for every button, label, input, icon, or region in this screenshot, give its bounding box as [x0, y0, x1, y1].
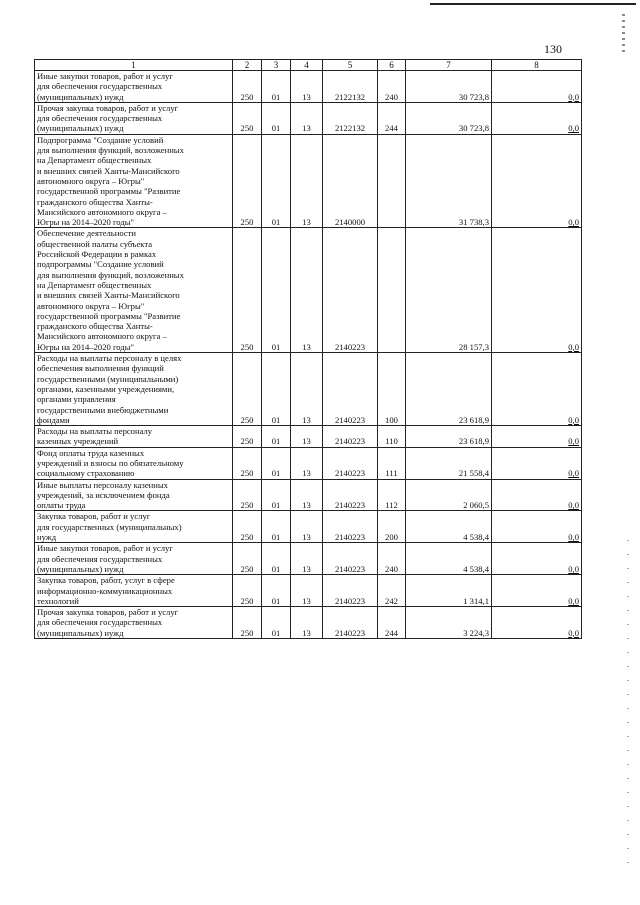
- section-code-cell: 01: [262, 426, 291, 448]
- row-name-line: для обеспечения государственных: [37, 617, 163, 628]
- row-name-line: Иные закупки товаров, работ и услуг: [37, 71, 173, 81]
- row-name-line: для выполнения функций, возложенных: [37, 269, 184, 280]
- table-row: [35, 575, 582, 607]
- column-header: 3: [262, 60, 291, 71]
- section-code-cell: 01: [262, 102, 291, 134]
- row-name-line: автономного округа – Югры": [37, 300, 145, 311]
- subsection-code-cell: 13: [291, 102, 323, 134]
- expense-type-cell: 110: [378, 426, 406, 448]
- row-name-line: государственными внебюджетными: [37, 404, 169, 415]
- subsection-code-cell: 13: [291, 447, 323, 479]
- expense-type-cell: [378, 134, 406, 228]
- amount-cell: 1 314,1: [406, 575, 492, 607]
- row-name-cell: [35, 447, 233, 479]
- column-header: 8: [492, 60, 582, 71]
- column-header: 5: [323, 60, 378, 71]
- scan-edge-specks: [627, 540, 629, 870]
- row-name-line: обеспечения выполнения функций: [37, 363, 164, 374]
- row-name-cell: [35, 575, 233, 607]
- expense-type-cell: 100: [378, 353, 406, 426]
- column-header: 2: [233, 60, 262, 71]
- row-name-line: гражданского общества Ханты-: [37, 196, 153, 207]
- table-body: [35, 71, 582, 639]
- row-name-line: органами управления: [37, 394, 116, 405]
- amount-change-cell: 0,0: [492, 134, 582, 228]
- amount-change-cell: 0,0: [492, 426, 582, 448]
- row-name-line: учреждений, за исключением фонда: [37, 489, 170, 500]
- row-name-cell: [35, 102, 233, 134]
- row-name-line: органами, казенными учреждениями,: [37, 383, 175, 394]
- row-name-line: Югры на 2014–2020 годы": [37, 217, 134, 228]
- section-code-cell: 01: [262, 228, 291, 353]
- row-name-line: и внешних связей Ханты-Мансийского: [37, 290, 180, 301]
- amount-cell: 30 723,8: [406, 102, 492, 134]
- row-name-line: (муниципальных) нужд: [37, 627, 124, 638]
- row-name-line: для обеспечения государственных: [37, 553, 163, 564]
- subsection-code-cell: 13: [291, 543, 323, 575]
- row-name-line: Иные выплаты персоналу казенных: [37, 479, 168, 490]
- target-article-cell: 2140223: [323, 228, 378, 353]
- amount-cell: 30 723,8: [406, 71, 492, 103]
- target-article-cell: 2140223: [323, 575, 378, 607]
- section-code-cell: 01: [262, 71, 291, 103]
- amount-change-cell: 0,0: [492, 479, 582, 511]
- row-name-line: для выполнения функций, возложенных: [37, 145, 184, 156]
- amount-change-cell: 0,0: [492, 575, 582, 607]
- amount-change-cell: 0,0: [492, 353, 582, 426]
- target-article-cell: 2122132: [323, 102, 378, 134]
- expense-type-cell: 244: [378, 102, 406, 134]
- budget-code-cell: 250: [233, 102, 262, 134]
- amount-change-cell: 0,0: [492, 543, 582, 575]
- budget-code-cell: 250: [233, 479, 262, 511]
- amount-cell: 2 060,5: [406, 479, 492, 511]
- subsection-code-cell: 13: [291, 134, 323, 228]
- amount-cell: 21 558,4: [406, 447, 492, 479]
- scan-border-line: [430, 3, 636, 5]
- subsection-code-cell: 13: [291, 71, 323, 103]
- budget-code-cell: 250: [233, 426, 262, 448]
- amount-change-cell: 0,0: [492, 607, 582, 639]
- row-name-line: гражданского общества Ханты-: [37, 321, 153, 332]
- subsection-code-cell: 13: [291, 511, 323, 543]
- row-name-line: Подпрограмма "Создание условий: [37, 134, 164, 145]
- budget-code-cell: 250: [233, 607, 262, 639]
- amount-cell: 31 738,3: [406, 134, 492, 228]
- row-name-line: Закупка товаров, работ, услуг в сфере: [37, 575, 175, 586]
- row-name-line: (муниципальных) нужд: [37, 91, 124, 102]
- amount-change-cell: 0,0: [492, 102, 582, 134]
- budget-code-cell: 250: [233, 228, 262, 353]
- row-name-line: Мансийского автономного округа –: [37, 331, 167, 342]
- column-header: 4: [291, 60, 323, 71]
- expense-type-cell: 200: [378, 511, 406, 543]
- column-header: 6: [378, 60, 406, 71]
- expense-type-cell: 240: [378, 71, 406, 103]
- row-name-cell: [35, 353, 233, 426]
- budget-code-cell: 250: [233, 543, 262, 575]
- amount-change-cell: 0,0: [492, 228, 582, 353]
- subsection-code-cell: 13: [291, 575, 323, 607]
- row-name-line: (муниципальных) нужд: [37, 563, 124, 574]
- scan-margin-marks: [622, 14, 625, 54]
- row-name-line: автономного округа – Югры": [37, 175, 145, 186]
- target-article-cell: 2140223: [323, 511, 378, 543]
- target-article-cell: 2140000: [323, 134, 378, 228]
- section-code-cell: 01: [262, 447, 291, 479]
- amount-change-cell: 0,0: [492, 447, 582, 479]
- section-code-cell: 01: [262, 134, 291, 228]
- row-name-line: государственной программы "Развитие: [37, 186, 181, 197]
- section-code-cell: 01: [262, 607, 291, 639]
- row-name-line: Мансийского автономного округа –: [37, 206, 167, 217]
- target-article-cell: 2140223: [323, 543, 378, 575]
- target-article-cell: 2122132: [323, 71, 378, 103]
- row-name-cell: [35, 511, 233, 543]
- row-name-cell: [35, 228, 233, 353]
- row-name-line: Фонд оплаты труда казенных: [37, 447, 145, 458]
- table-row: [35, 353, 582, 426]
- expense-type-cell: 244: [378, 607, 406, 639]
- row-name-line: для государственных (муниципальных): [37, 521, 182, 532]
- row-name-cell: [35, 426, 233, 448]
- table-row: [35, 228, 582, 353]
- target-article-cell: 2140223: [323, 447, 378, 479]
- row-name-cell: [35, 543, 233, 575]
- table-row: [35, 426, 582, 448]
- row-name-line: Прочая закупка товаров, работ и услуг: [37, 102, 179, 113]
- table-row: [35, 607, 582, 639]
- row-name-line: общественной палаты субъекта: [37, 238, 153, 249]
- table-header-row: [35, 60, 582, 71]
- row-name-line: фондами: [37, 414, 70, 425]
- row-name-line: государственной программы "Развитие: [37, 310, 181, 321]
- row-name-line: Иные закупки товаров, работ и услуг: [37, 543, 173, 554]
- subsection-code-cell: 13: [291, 228, 323, 353]
- column-header: 7: [406, 60, 492, 71]
- row-name-line: технологий: [37, 595, 79, 606]
- row-name-cell: [35, 479, 233, 511]
- target-article-cell: 2140223: [323, 479, 378, 511]
- budget-table: [34, 59, 582, 639]
- expense-type-cell: 112: [378, 479, 406, 511]
- table-row: [35, 543, 582, 575]
- table-row: [35, 134, 582, 228]
- row-name-line: Прочая закупка товаров, работ и услуг: [37, 607, 179, 618]
- row-name-line: для обеспечения государственных: [37, 113, 163, 124]
- expense-type-cell: [378, 228, 406, 353]
- budget-code-cell: 250: [233, 511, 262, 543]
- budget-code-cell: 250: [233, 575, 262, 607]
- table-row: [35, 511, 582, 543]
- budget-code-cell: 250: [233, 447, 262, 479]
- row-name-line: Расходы на выплаты персоналу в целях: [37, 353, 182, 364]
- row-name-line: Закупка товаров, работ и услуг: [37, 511, 151, 522]
- section-code-cell: 01: [262, 353, 291, 426]
- row-name-line: Обеспечение деятельности: [37, 228, 137, 239]
- budget-code-cell: 250: [233, 71, 262, 103]
- subsection-code-cell: 13: [291, 353, 323, 426]
- amount-cell: 23 618,9: [406, 353, 492, 426]
- budget-code-cell: 250: [233, 353, 262, 426]
- row-name-line: и внешних связей Ханты-Мансийского: [37, 165, 180, 176]
- row-name-cell: [35, 71, 233, 103]
- row-name-cell: [35, 607, 233, 639]
- row-name-line: подпрограммы "Создание условий: [37, 259, 164, 270]
- amount-cell: 28 157,3: [406, 228, 492, 353]
- section-code-cell: 01: [262, 543, 291, 575]
- target-article-cell: 2140223: [323, 353, 378, 426]
- amount-cell: 4 538,4: [406, 543, 492, 575]
- row-name-line: на Департамент общественных: [37, 279, 152, 290]
- table-row: [35, 102, 582, 134]
- row-name-line: государственными (муниципальными): [37, 373, 179, 384]
- expense-type-cell: 111: [378, 447, 406, 479]
- row-name-line: социальному страхованию: [37, 468, 135, 479]
- section-code-cell: 01: [262, 575, 291, 607]
- amount-cell: 4 538,4: [406, 511, 492, 543]
- section-code-cell: 01: [262, 511, 291, 543]
- row-name-line: для обеспечения государственных: [37, 81, 163, 92]
- expense-type-cell: 242: [378, 575, 406, 607]
- page-number: 130: [544, 42, 562, 56]
- amount-change-cell: 0,0: [492, 71, 582, 103]
- row-name-line: нужд: [37, 532, 57, 543]
- row-name-line: Югры на 2014–2020 годы": [37, 341, 134, 352]
- row-name-line: на Департамент общественных: [37, 155, 152, 166]
- amount-cell: 3 224,3: [406, 607, 492, 639]
- subsection-code-cell: 13: [291, 479, 323, 511]
- target-article-cell: 2140223: [323, 426, 378, 448]
- row-name-line: оплаты труда: [37, 500, 86, 511]
- subsection-code-cell: 13: [291, 607, 323, 639]
- row-name-line: (муниципальных) нужд: [37, 123, 124, 134]
- section-code-cell: 01: [262, 479, 291, 511]
- budget-code-cell: 250: [233, 134, 262, 228]
- row-name-line: Российской Федерации в рамках: [37, 249, 157, 260]
- target-article-cell: 2140223: [323, 607, 378, 639]
- amount-cell: 23 618,9: [406, 426, 492, 448]
- row-name-line: Расходы на выплаты персоналу: [37, 426, 153, 437]
- subsection-code-cell: 13: [291, 426, 323, 448]
- row-name-cell: [35, 134, 233, 228]
- row-name-line: информационно-коммуникационных: [37, 585, 173, 596]
- table-row: [35, 447, 582, 479]
- row-name-line: казенных учреждений: [37, 436, 119, 447]
- table-row: [35, 479, 582, 511]
- table-row: [35, 71, 582, 103]
- amount-change-cell: 0,0: [492, 511, 582, 543]
- expense-type-cell: 240: [378, 543, 406, 575]
- row-name-line: учреждений и взносы по обязательному: [37, 457, 184, 468]
- column-header: 1: [35, 60, 233, 71]
